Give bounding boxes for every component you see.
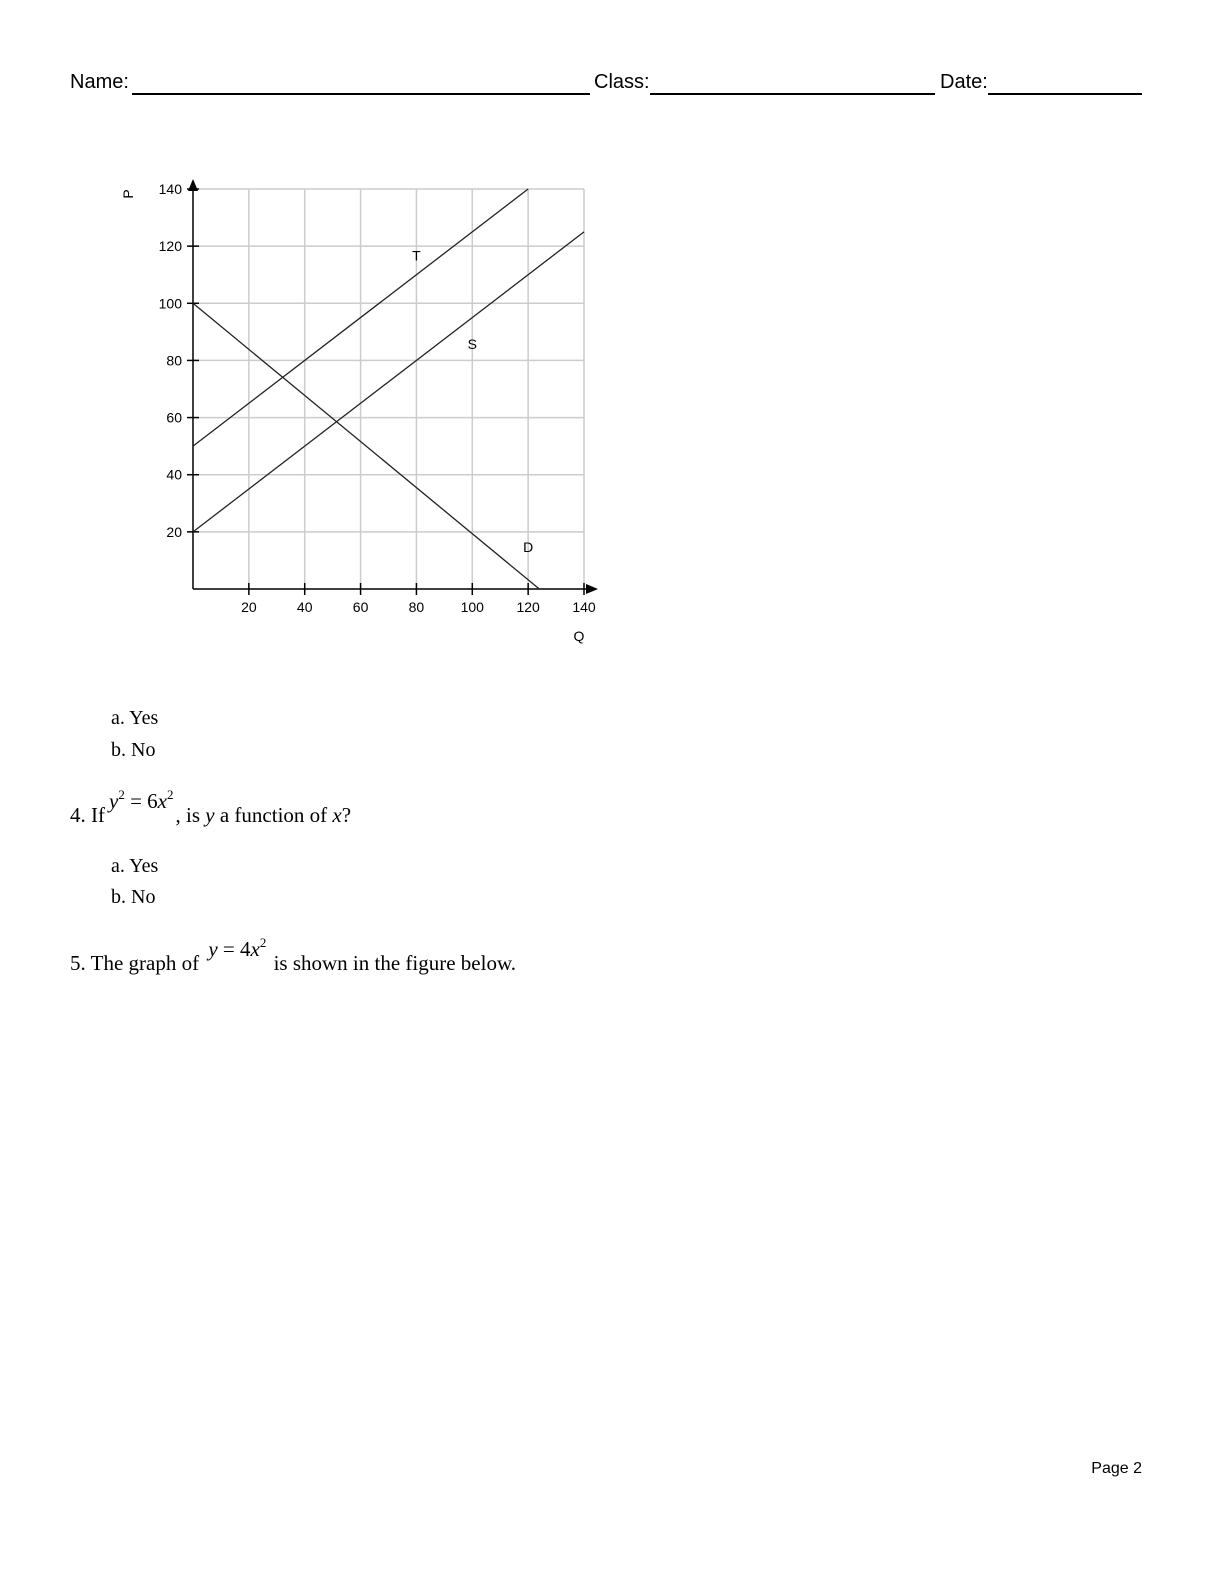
q4-formula: [109, 788, 174, 814]
q5-formula-lhs-var: y: [208, 937, 218, 961]
worksheet-header: [70, 70, 1142, 96]
y-tick-label: 40: [166, 466, 182, 483]
q3-option-a[interactable]: a. Yes: [111, 707, 159, 729]
series-label-t: T: [412, 247, 421, 264]
question-4: [70, 787, 352, 828]
q5-suffix: is shown in the figure below.: [273, 951, 517, 975]
q3-option-b[interactable]: b. No: [111, 739, 156, 761]
name-field[interactable]: [132, 93, 590, 95]
series-label-s: S: [467, 336, 477, 352]
y-tick-label: 120: [158, 238, 182, 255]
page-number: Page 2: [1091, 1460, 1142, 1477]
question-5: [70, 935, 517, 976]
q5-formula-equals: =: [217, 937, 240, 961]
name-label: Name:: [70, 71, 129, 93]
q4-option-a[interactable]: a. Yes: [111, 855, 159, 877]
q4-formula-equals: =: [124, 789, 148, 813]
q4-formula-lhs-exp: 2: [118, 787, 125, 802]
y-tick-label: 60: [166, 409, 182, 426]
class-field[interactable]: [650, 93, 935, 95]
q4-formula-lhs-var: y: [109, 789, 119, 813]
q4-formula-rhs-exp: 2: [167, 787, 174, 802]
chart-svg: [120, 170, 620, 660]
q4-prefix: 4. If: [70, 803, 105, 827]
q4-var-x: x: [332, 803, 342, 827]
series-line-s: [193, 232, 584, 532]
y-tick-label: 140: [158, 181, 182, 197]
y-tick-label: 100: [158, 295, 182, 312]
q4-formula-rhs-coef: 6: [147, 789, 158, 813]
date-label: Date:: [940, 71, 988, 93]
q4-middle: a function of: [219, 803, 328, 827]
y-tick-label: 80: [166, 352, 182, 369]
series-label-d: D: [523, 538, 534, 555]
x-tick-label: 40: [296, 599, 313, 615]
x-tick-label: 140: [572, 599, 596, 615]
y-tick-label: 20: [166, 523, 182, 540]
x-tick-label: 100: [460, 599, 484, 615]
q5-prefix: 5. The graph of: [70, 951, 200, 975]
supply-demand-chart: [120, 170, 620, 660]
q5-formula-rhs-coef: 4: [240, 937, 251, 961]
x-axis-label: Q: [573, 628, 585, 644]
x-tick-label: 80: [408, 599, 425, 615]
series-line-d: [193, 303, 539, 589]
q5-formula-rhs-var: x: [250, 937, 260, 961]
x-tick-label: 120: [516, 599, 540, 615]
x-axis-arrow: [586, 584, 598, 594]
q4-suffix: , is: [175, 803, 201, 827]
date-field[interactable]: [988, 93, 1142, 95]
x-tick-label: 60: [352, 599, 369, 615]
q4-formula-rhs-var: x: [157, 789, 167, 813]
q5-formula: [208, 936, 266, 962]
q4-end: ?: [341, 803, 352, 827]
y-axis-label: P: [120, 189, 136, 199]
class-label: Class:: [594, 71, 650, 93]
x-tick-label: 20: [241, 599, 257, 615]
q4-option-b[interactable]: b. No: [111, 886, 156, 908]
q4-var-y: y: [205, 803, 215, 827]
q5-formula-rhs-exp: 2: [259, 935, 267, 950]
